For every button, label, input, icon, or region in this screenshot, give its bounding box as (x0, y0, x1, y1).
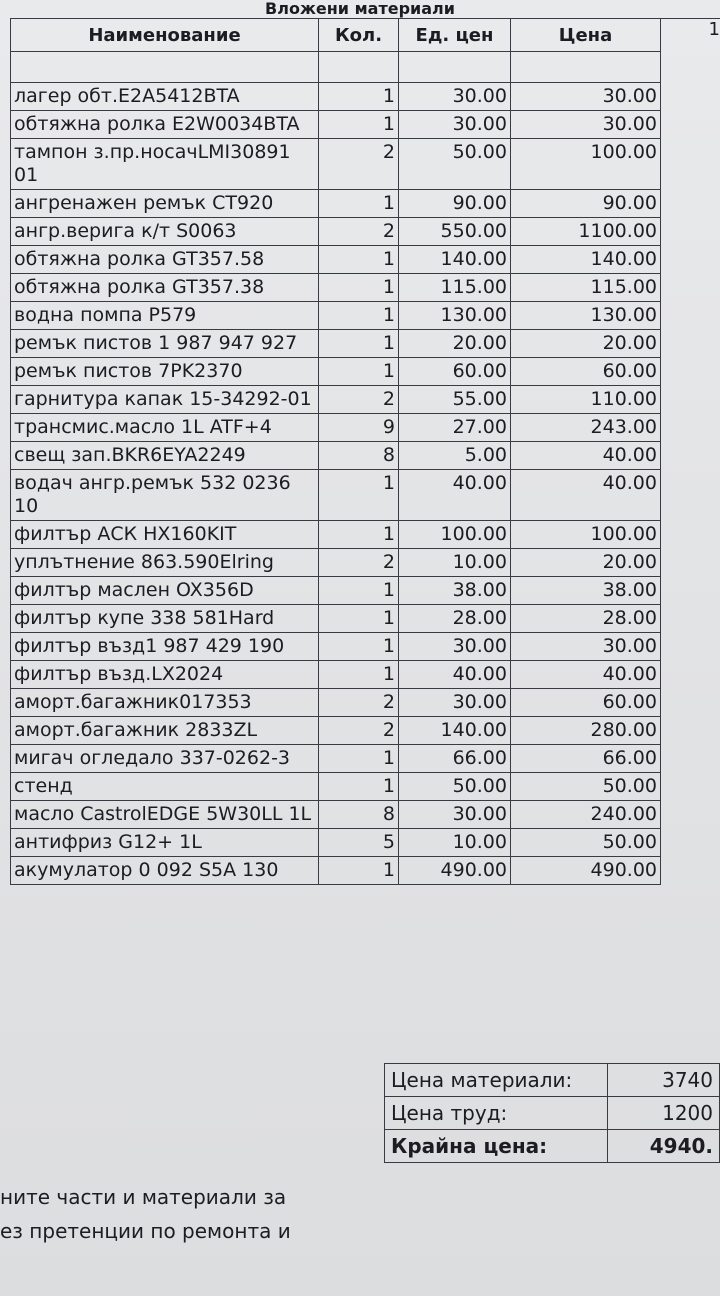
item-qty: 2 (319, 139, 399, 190)
item-qty: 8 (319, 442, 399, 470)
item-qty: 2 (319, 386, 399, 414)
item-price: 20.00 (511, 549, 661, 577)
blank-cell (11, 52, 319, 83)
item-price: 490.00 (511, 857, 661, 885)
item-unit-price: 10.00 (399, 549, 511, 577)
table-row (11, 549, 661, 577)
item-qty: 1 (319, 83, 399, 111)
item-unit-price: 30.00 (399, 689, 511, 717)
item-qty: 1 (319, 605, 399, 633)
totals-label: Крайна цена: (385, 1130, 608, 1163)
table-row (11, 274, 661, 302)
item-name: мигач огледало 337-0262-3 (11, 745, 319, 773)
header-price: Цена (511, 19, 661, 52)
table-row (11, 577, 661, 605)
cut-off-column-value: 1 (660, 18, 720, 43)
item-name: уплътнение 863.590Elring (11, 549, 319, 577)
item-qty: 1 (319, 470, 399, 521)
item-unit-price: 5.00 (399, 442, 511, 470)
footer-line: ез претенции по ремонта и (0, 1219, 291, 1243)
footer-text (0, 1180, 720, 1248)
table-row (11, 605, 661, 633)
item-unit-price: 140.00 (399, 717, 511, 745)
item-price: 140.00 (511, 246, 661, 274)
table-row (11, 83, 661, 111)
header-unit-price: Ед. цен (399, 19, 511, 52)
item-price: 60.00 (511, 358, 661, 386)
table-row (11, 661, 661, 689)
item-name: филтър възд.LX2024 (11, 661, 319, 689)
item-price: 100.00 (511, 521, 661, 549)
blank-cell (399, 52, 511, 83)
item-price: 40.00 (511, 442, 661, 470)
item-price: 40.00 (511, 661, 661, 689)
item-name: водач ангр.ремък 532 0236 10 (11, 470, 319, 521)
totals-box (384, 1063, 720, 1163)
item-qty: 1 (319, 521, 399, 549)
item-name: гарнитура капак 15-34292-01 (11, 386, 319, 414)
item-price: 30.00 (511, 83, 661, 111)
item-qty: 1 (319, 246, 399, 274)
item-price: 50.00 (511, 773, 661, 801)
item-name: ангренажен ремък CT920 (11, 190, 319, 218)
totals-label: Цена материали: (385, 1064, 608, 1097)
item-unit-price: 30.00 (399, 633, 511, 661)
table-row (11, 829, 661, 857)
item-price: 130.00 (511, 302, 661, 330)
item-unit-price: 30.00 (399, 83, 511, 111)
item-unit-price: 490.00 (399, 857, 511, 885)
table-row (11, 745, 661, 773)
materials-table (10, 18, 660, 885)
item-unit-price: 10.00 (399, 829, 511, 857)
item-price: 60.00 (511, 689, 661, 717)
header-qty: Кол. (319, 19, 399, 52)
item-unit-price: 40.00 (399, 470, 511, 521)
item-unit-price: 100.00 (399, 521, 511, 549)
item-name: свещ зап.BKR6EYA2249 (11, 442, 319, 470)
item-name: филтър купе 338 581Hard (11, 605, 319, 633)
table-header-row (11, 19, 661, 52)
item-price: 30.00 (511, 633, 661, 661)
item-name: водна помпа P579 (11, 302, 319, 330)
item-price: 50.00 (511, 829, 661, 857)
item-unit-price: 66.00 (399, 745, 511, 773)
item-name: филтър АСК HX160KIT (11, 521, 319, 549)
item-qty: 1 (319, 661, 399, 689)
table-row (11, 521, 661, 549)
item-name: ремък пистов 1 987 947 927 (11, 330, 319, 358)
item-name: трансмис.масло 1L ATF+4 (11, 414, 319, 442)
item-name: обтяжна ролка GT357.58 (11, 246, 319, 274)
materials-rows (11, 52, 661, 885)
item-name: стенд (11, 773, 319, 801)
table-row (11, 190, 661, 218)
table-row (11, 470, 661, 521)
item-name: масло CastrolEDGE 5W30LL 1L (11, 801, 319, 829)
item-unit-price: 27.00 (399, 414, 511, 442)
totals-value: 1200 (608, 1097, 720, 1130)
table-row (11, 139, 661, 190)
item-qty: 2 (319, 549, 399, 577)
item-name: аморт.багажник017353 (11, 689, 319, 717)
item-qty: 1 (319, 302, 399, 330)
item-qty: 1 (319, 745, 399, 773)
item-qty: 1 (319, 358, 399, 386)
table-row (11, 386, 661, 414)
item-name: ангр.верига к/т S0063 (11, 218, 319, 246)
item-unit-price: 55.00 (399, 386, 511, 414)
item-price: 38.00 (511, 577, 661, 605)
item-name: лагер обт.E2A5412BTA (11, 83, 319, 111)
item-unit-price: 90.00 (399, 190, 511, 218)
item-unit-price: 30.00 (399, 801, 511, 829)
item-price: 30.00 (511, 111, 661, 139)
table-row (11, 218, 661, 246)
item-qty: 1 (319, 111, 399, 139)
item-unit-price: 130.00 (399, 302, 511, 330)
item-unit-price: 38.00 (399, 577, 511, 605)
item-qty: 2 (319, 218, 399, 246)
table-row (11, 857, 661, 885)
item-price: 28.00 (511, 605, 661, 633)
item-price: 100.00 (511, 139, 661, 190)
item-unit-price: 50.00 (399, 773, 511, 801)
totals-value: 3740 (608, 1064, 720, 1097)
blank-cell (511, 52, 661, 83)
footer-line: ните части и материали за (0, 1185, 287, 1209)
table-row (11, 302, 661, 330)
item-name: филтър маслен OX356D (11, 577, 319, 605)
item-unit-price: 140.00 (399, 246, 511, 274)
item-price: 240.00 (511, 801, 661, 829)
item-name: аморт.багажник 2833ZL (11, 717, 319, 745)
item-price: 115.00 (511, 274, 661, 302)
totals-label: Цена труд: (385, 1097, 608, 1130)
table-row (11, 442, 661, 470)
item-qty: 1 (319, 190, 399, 218)
item-name: филтър възд1 987 429 190 (11, 633, 319, 661)
item-name: ремък пистов 7PK2370 (11, 358, 319, 386)
item-unit-price: 50.00 (399, 139, 511, 190)
item-unit-price: 28.00 (399, 605, 511, 633)
totals-value: 4940. (608, 1130, 720, 1163)
table-row (11, 358, 661, 386)
item-unit-price: 60.00 (399, 358, 511, 386)
item-unit-price: 550.00 (399, 218, 511, 246)
table-row (11, 330, 661, 358)
item-price: 66.00 (511, 745, 661, 773)
item-qty: 2 (319, 717, 399, 745)
totals-row (385, 1064, 720, 1097)
item-price: 280.00 (511, 717, 661, 745)
item-qty: 9 (319, 414, 399, 442)
table-row (11, 717, 661, 745)
item-name: обтяжна ролка GT357.38 (11, 274, 319, 302)
item-qty: 5 (319, 829, 399, 857)
item-price: 243.00 (511, 414, 661, 442)
item-name: обтяжна ролка E2W0034BTA (11, 111, 319, 139)
item-unit-price: 115.00 (399, 274, 511, 302)
item-qty: 8 (319, 801, 399, 829)
header-name: Наименование (11, 19, 319, 52)
item-name: акумулатор 0 092 S5A 130 (11, 857, 319, 885)
item-unit-price: 30.00 (399, 111, 511, 139)
item-price: 90.00 (511, 190, 661, 218)
item-unit-price: 40.00 (399, 661, 511, 689)
item-qty: 1 (319, 577, 399, 605)
totals-row (385, 1130, 720, 1163)
item-price: 110.00 (511, 386, 661, 414)
table-row (11, 633, 661, 661)
blank-row (11, 52, 661, 83)
item-qty: 1 (319, 857, 399, 885)
table-row (11, 801, 661, 829)
item-price: 40.00 (511, 470, 661, 521)
item-price: 1100.00 (511, 218, 661, 246)
item-name: тампон з.пр.носачLMI30891 01 (11, 139, 319, 190)
table-row (11, 414, 661, 442)
totals-row (385, 1097, 720, 1130)
item-qty: 1 (319, 330, 399, 358)
item-qty: 1 (319, 274, 399, 302)
blank-cell (319, 52, 399, 83)
table-row (11, 111, 661, 139)
item-unit-price: 20.00 (399, 330, 511, 358)
item-qty: 1 (319, 633, 399, 661)
item-name: антифриз G12+ 1L (11, 829, 319, 857)
table-row (11, 246, 661, 274)
item-qty: 2 (319, 689, 399, 717)
item-qty: 1 (319, 773, 399, 801)
section-title: Вложени материали (265, 0, 455, 18)
item-price: 20.00 (511, 330, 661, 358)
table-row (11, 689, 661, 717)
table-row (11, 773, 661, 801)
